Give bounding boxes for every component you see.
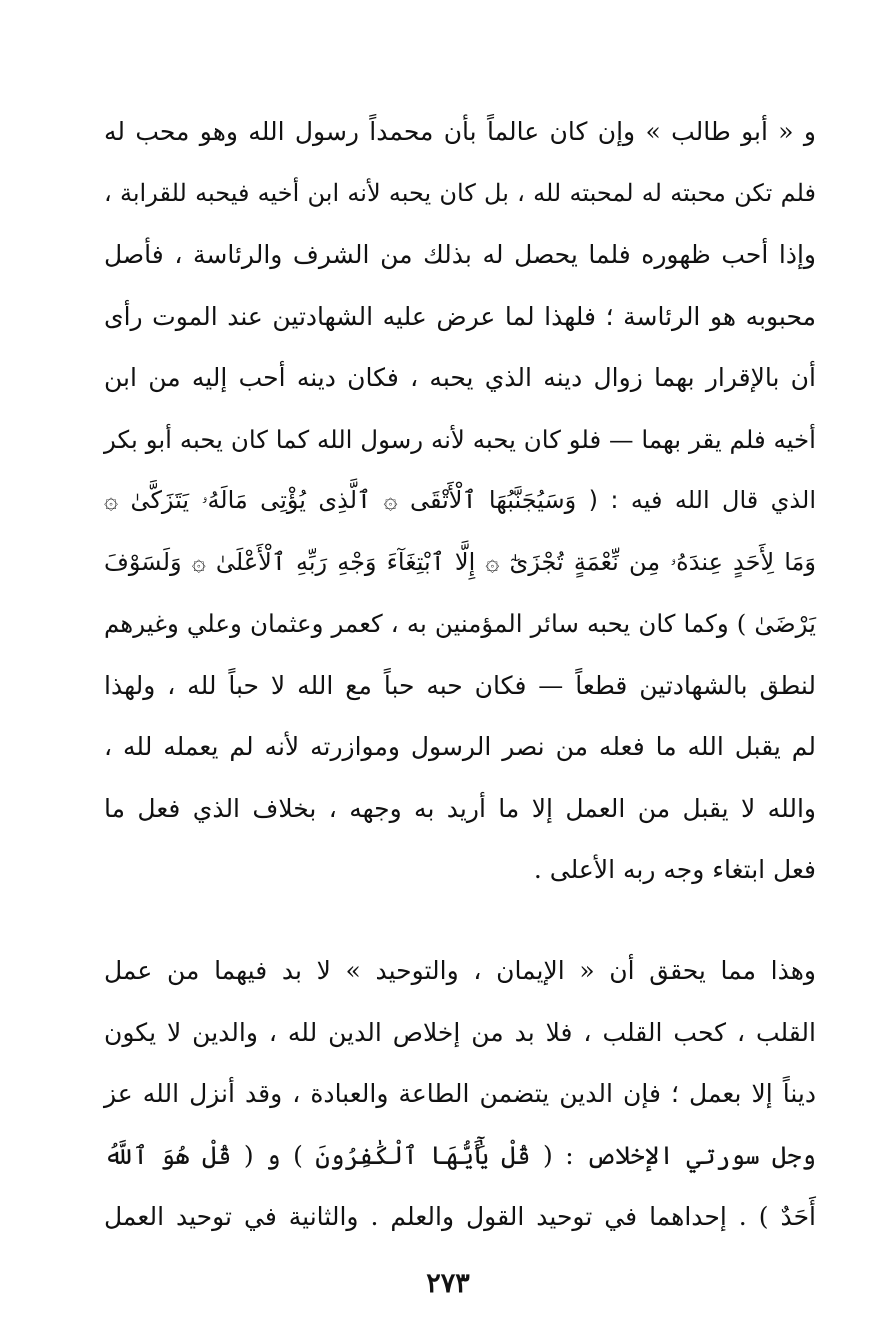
- paragraph-2: [104, 940, 816, 1248]
- text-line: أخيه فلم يقر بهما — فلو كان يحبه لأنه رسول الله كما كان يحبه أبو بكر: [104, 424, 816, 454]
- text-line: والله لا يقبل من العمل إلا ما أريد به وجهه ، بخلاف الذي فعل ما: [104, 793, 816, 823]
- text-line: أَحَدٌ ) . إحداهما في توحيد القول والعلم . والثانية في توحيد العمل: [104, 1202, 816, 1231]
- quran-verse-line: وَمَا لِأَحَدٍ عِندَهُۥ مِن نِّعْمَةٍ تُجْزَىٰٓ ۞ إِلَّا ٱبْتِغَآءَ وَجْهِ رَبِّهِ ٱلْأَعْلَىٰ ۞ وَلَسَوْفَ: [104, 547, 816, 576]
- page-number: ٢٧٣: [426, 1268, 470, 1299]
- text-line: لم يقبل الله ما فعله من نصر الرسول وموازرته لأنه لم يعمله لله ،: [104, 732, 817, 761]
- text-line: وجل سورتي الإخلاص : ( قُلْ يَٰٓأَيُّهَا ٱلْكَٰفِرُونَ ) و ( قُلْ هُوَ ٱللَّهُ: [104, 1140, 816, 1170]
- text-line: فعل ابتغاء وجه ربه الأعلى .: [533, 855, 816, 884]
- text-line: أن بالإقرار بهما زوال دينه الذي يحبه ، فكان دينه أحب إليه من ابن: [104, 363, 816, 392]
- paragraph-1: [104, 101, 816, 901]
- text-line: محبوبه هو الرئاسة ؛ فلهذا لما عرض عليه الشهادتين عند الموت رأى: [104, 301, 816, 331]
- text-line: القلب ، كحب القلب ، فلا بد من إخلاص الدين لله ، والدين لا يكون: [104, 1017, 816, 1047]
- text-line: وإذا أحب ظهوره فلما يحصل له بذلك من الشرف والرئاسة ، فأصل: [104, 240, 816, 269]
- text-line: وهذا مما يحقق أن « الإيمان ، والتوحيد » لا بد فيهما من عمل: [104, 956, 816, 985]
- quran-verse-line: الذي قال الله فيه : ( وَسَيُجَنَّبُهَا ٱلْأَتْقَى ۞ ٱلَّذِى يُؤْتِى مَالَهُۥ يَتَزَكَّىٰ ۞: [104, 486, 816, 514]
- text-line: يَرْضَىٰ ) وكما كان يحبه سائر المؤمنين به ، كعمر وعثمان وعلي وغيرهم: [104, 609, 816, 638]
- text-line: فلم تكن محبته له لمحبته لله ، بل كان يحبه لأنه ابن أخيه فيحبه للقرابة ،: [104, 178, 816, 207]
- text-line: لنطق بالشهادتين قطعاً — فكان حبه حباً مع الله لا حباً لله ، ولهذا: [104, 670, 816, 700]
- text-line: و « أبو طالب » وإن كان عالماً بأن محمداً رسول الله وهو محب له: [104, 117, 816, 146]
- text-line: ديناً إلا بعمل ؛ فإن الدين يتضمن الطاعة والعبادة ، وقد أنزل الله عز: [104, 1079, 816, 1108]
